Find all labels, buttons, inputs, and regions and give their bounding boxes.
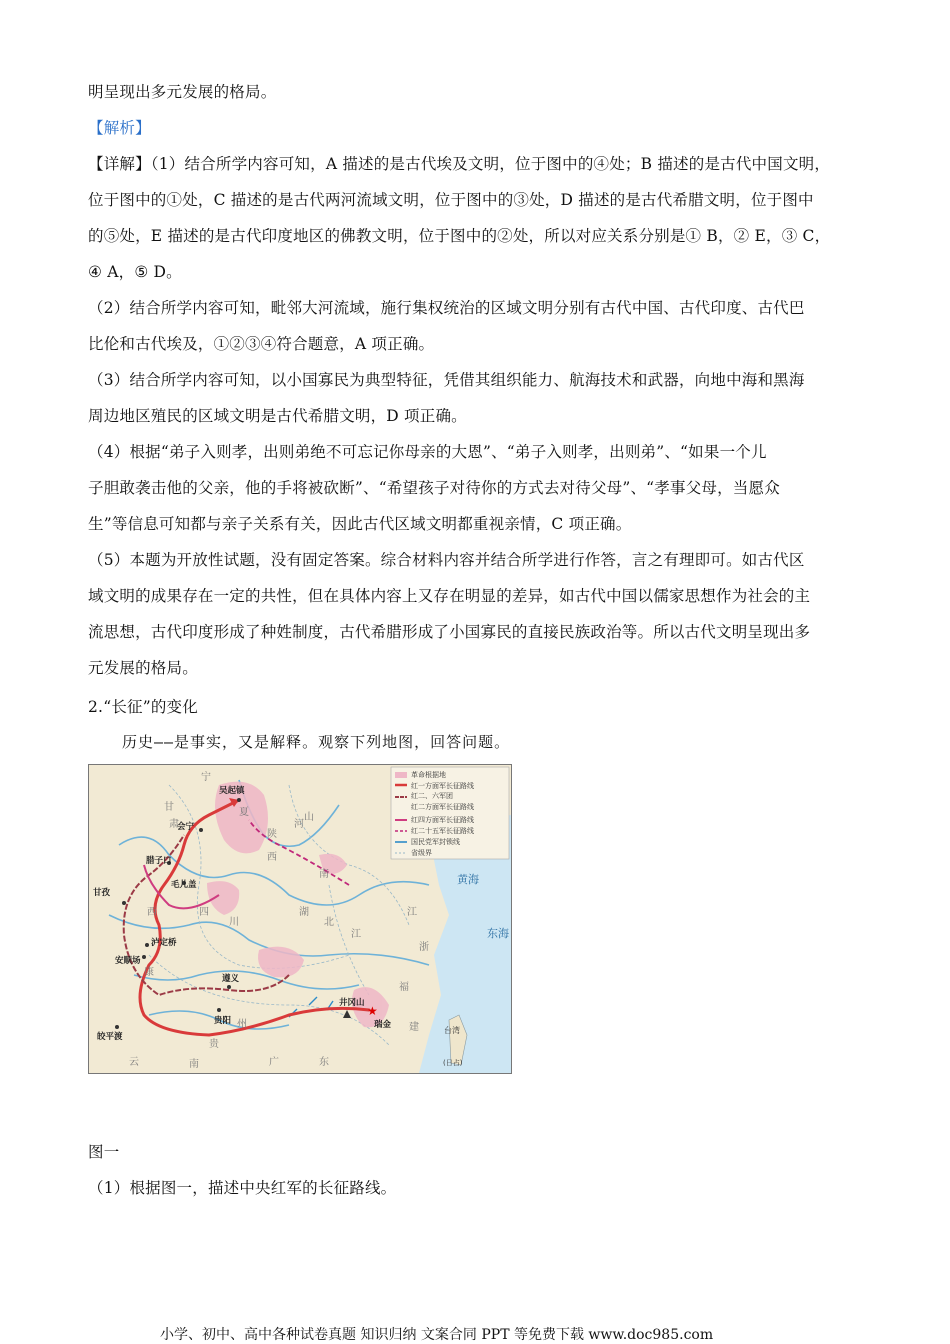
legend-label: 国民党军封锁线 [411,838,460,846]
text-line: 位于图中的①处，C 描述的是古代两河流域文明，位于图中的③处，D 描述的是古代希腊文明，位于图中 [88,191,814,209]
footer-text: 小学、初中、高中各种试卷真题 知识归纳 文案合同 PPT 等免费下载 www.doc985.com [160,1327,714,1343]
svg-text:皎平渡: 皎平渡 [97,1032,123,1042]
svg-text:夏: 夏 [239,807,249,818]
text-line: 生”等信息可知都与亲子关系有关，因此古代区域文明都重视亲情，C 项正确。 [88,515,632,533]
svg-text:瑞金: 瑞金 [374,1020,392,1030]
text-line: （5）本题为开放性试题，没有固定答案。综合材料内容并结合所学进行作答，言之有理即可。如古代区 [88,551,805,569]
text-line: 域文明的成果存在一定的共性，但在具体内容上又存在明显的差异，如古代中国以儒家思想作为社会的主 [88,587,811,605]
text-line: 元发展的格局。 [88,659,198,677]
rivers [109,780,429,1029]
svg-text:贵阳: 贵阳 [214,1016,232,1026]
svg-text:南: 南 [189,1059,199,1070]
legend-label: 红二十五军长征路线 [411,827,474,835]
legend [391,767,509,859]
analysis-heading: 【解析】 [88,119,151,137]
svg-text:广: 广 [269,1057,279,1068]
jinggangshan-marker [343,1010,351,1018]
svg-text:甘: 甘 [164,802,174,813]
svg-text:泸定桥: 泸定桥 [151,938,177,948]
svg-text:安顺场: 安顺场 [115,956,141,966]
text-line: ④ A，⑤ D。 [88,263,182,281]
svg-text:东: 东 [319,1057,329,1068]
svg-text:毛儿盖: 毛儿盖 [171,880,197,890]
svg-text:四: 四 [199,907,209,918]
question-title: 2.“长征”的变化 [88,698,198,716]
legend-label: 革命根据地 [411,771,446,779]
text-line: （4）根据“弟子入则孝，出则弟绝不可忘记你母亲的大恩”、“弟子入则孝，出则弟”、“如果一个儿 [88,443,767,461]
text-line: 的⑤处，E 描述的是古代印度地区的佛教文明，位于图中的②处，所以对应关系分别是① B，② E，③ C， [88,227,831,245]
svg-text:陕: 陕 [267,829,277,840]
text-line: 子胆敢袭击他的父亲，他的手将被砍断”、“希望孩子对待你的方式去对待父母”、“孝事父母，当愿众 [88,479,780,497]
svg-text:山: 山 [304,812,314,823]
svg-text:州: 州 [237,1019,247,1030]
svg-text:江: 江 [407,907,417,918]
svg-text:井冈山: 井冈山 [339,998,365,1008]
legend-label: 红四方面军长征路线 [411,816,474,824]
figure-label: 图一 [88,1143,120,1161]
text-line: 比伦和古代埃及，①②③④符合题意，A 项正确。 [88,335,435,353]
legend-label: 红一方面军长征路线 [411,782,474,790]
svg-text:甘孜: 甘孜 [93,888,111,898]
svg-text:会宁: 会宁 [177,822,195,832]
svg-text:吴起镇: 吴起镇 [219,786,245,796]
text-line: （3）结合所学内容可知，以小国寡民为典型特征，凭借其组织能力、航海技术和武器，向地中海和黑海 [88,371,805,389]
svg-text:东海: 东海 [487,927,509,940]
svg-text:康: 康 [144,967,154,978]
svg-text:西: 西 [267,852,277,863]
svg-text:贵: 贵 [209,1039,219,1050]
text-line: （2）结合所学内容可知，毗邻大河流域，施行集权统治的区域文明分别有古代中国、古代印度、古代巴 [88,299,805,317]
legend-label: 红二、六军团 [411,792,453,800]
text-line: 【详解】（1）结合所学内容可知，A 描述的是古代埃及文明，位于图中的④处；B 描述的是古代中国文明， [88,155,831,173]
text-line: 周边地区殖民的区域文明是古代希腊文明，D 项正确。 [88,407,467,425]
ruijin-star: ★ [367,1004,378,1018]
long-march-map [88,764,512,1074]
svg-text:宁: 宁 [201,772,211,783]
legend-label: 红二方面军长征路线 [411,803,474,811]
question-text: （1）根据图一，描述中央红军的长征路线。 [88,1179,397,1197]
svg-text:(日占): (日占) [443,1059,463,1067]
legend-label: 省级界 [411,849,432,857]
svg-text:福: 福 [399,982,409,993]
svg-text:建: 建 [409,1022,419,1033]
map-caption: 历史——是事实，又是解释。观察下列地图，回答问题。 [122,733,511,751]
svg-text:湖: 湖 [299,907,309,918]
svg-text:腊子口: 腊子口 [146,856,172,866]
text-line: 流思想，古代印度形成了种姓制度，古代希腊形成了小国寡民的直接民族政治等。所以古代文明呈现出多 [88,623,811,641]
svg-text:肃: 肃 [169,819,179,830]
svg-text:西: 西 [147,907,157,918]
text-line: 明呈现出多元发展的格局。 [88,83,277,101]
svg-text:南: 南 [319,869,329,880]
svg-text:河: 河 [294,819,304,830]
svg-text:江: 江 [351,929,361,940]
svg-text:浙: 浙 [419,942,429,953]
svg-text:北: 北 [324,917,334,928]
svg-text:遵义: 遵义 [222,974,240,984]
svg-text:云: 云 [129,1057,139,1068]
svg-text:黄海: 黄海 [457,873,479,886]
svg-text:台湾: 台湾 [444,1026,460,1035]
svg-text:川: 川 [229,917,239,928]
